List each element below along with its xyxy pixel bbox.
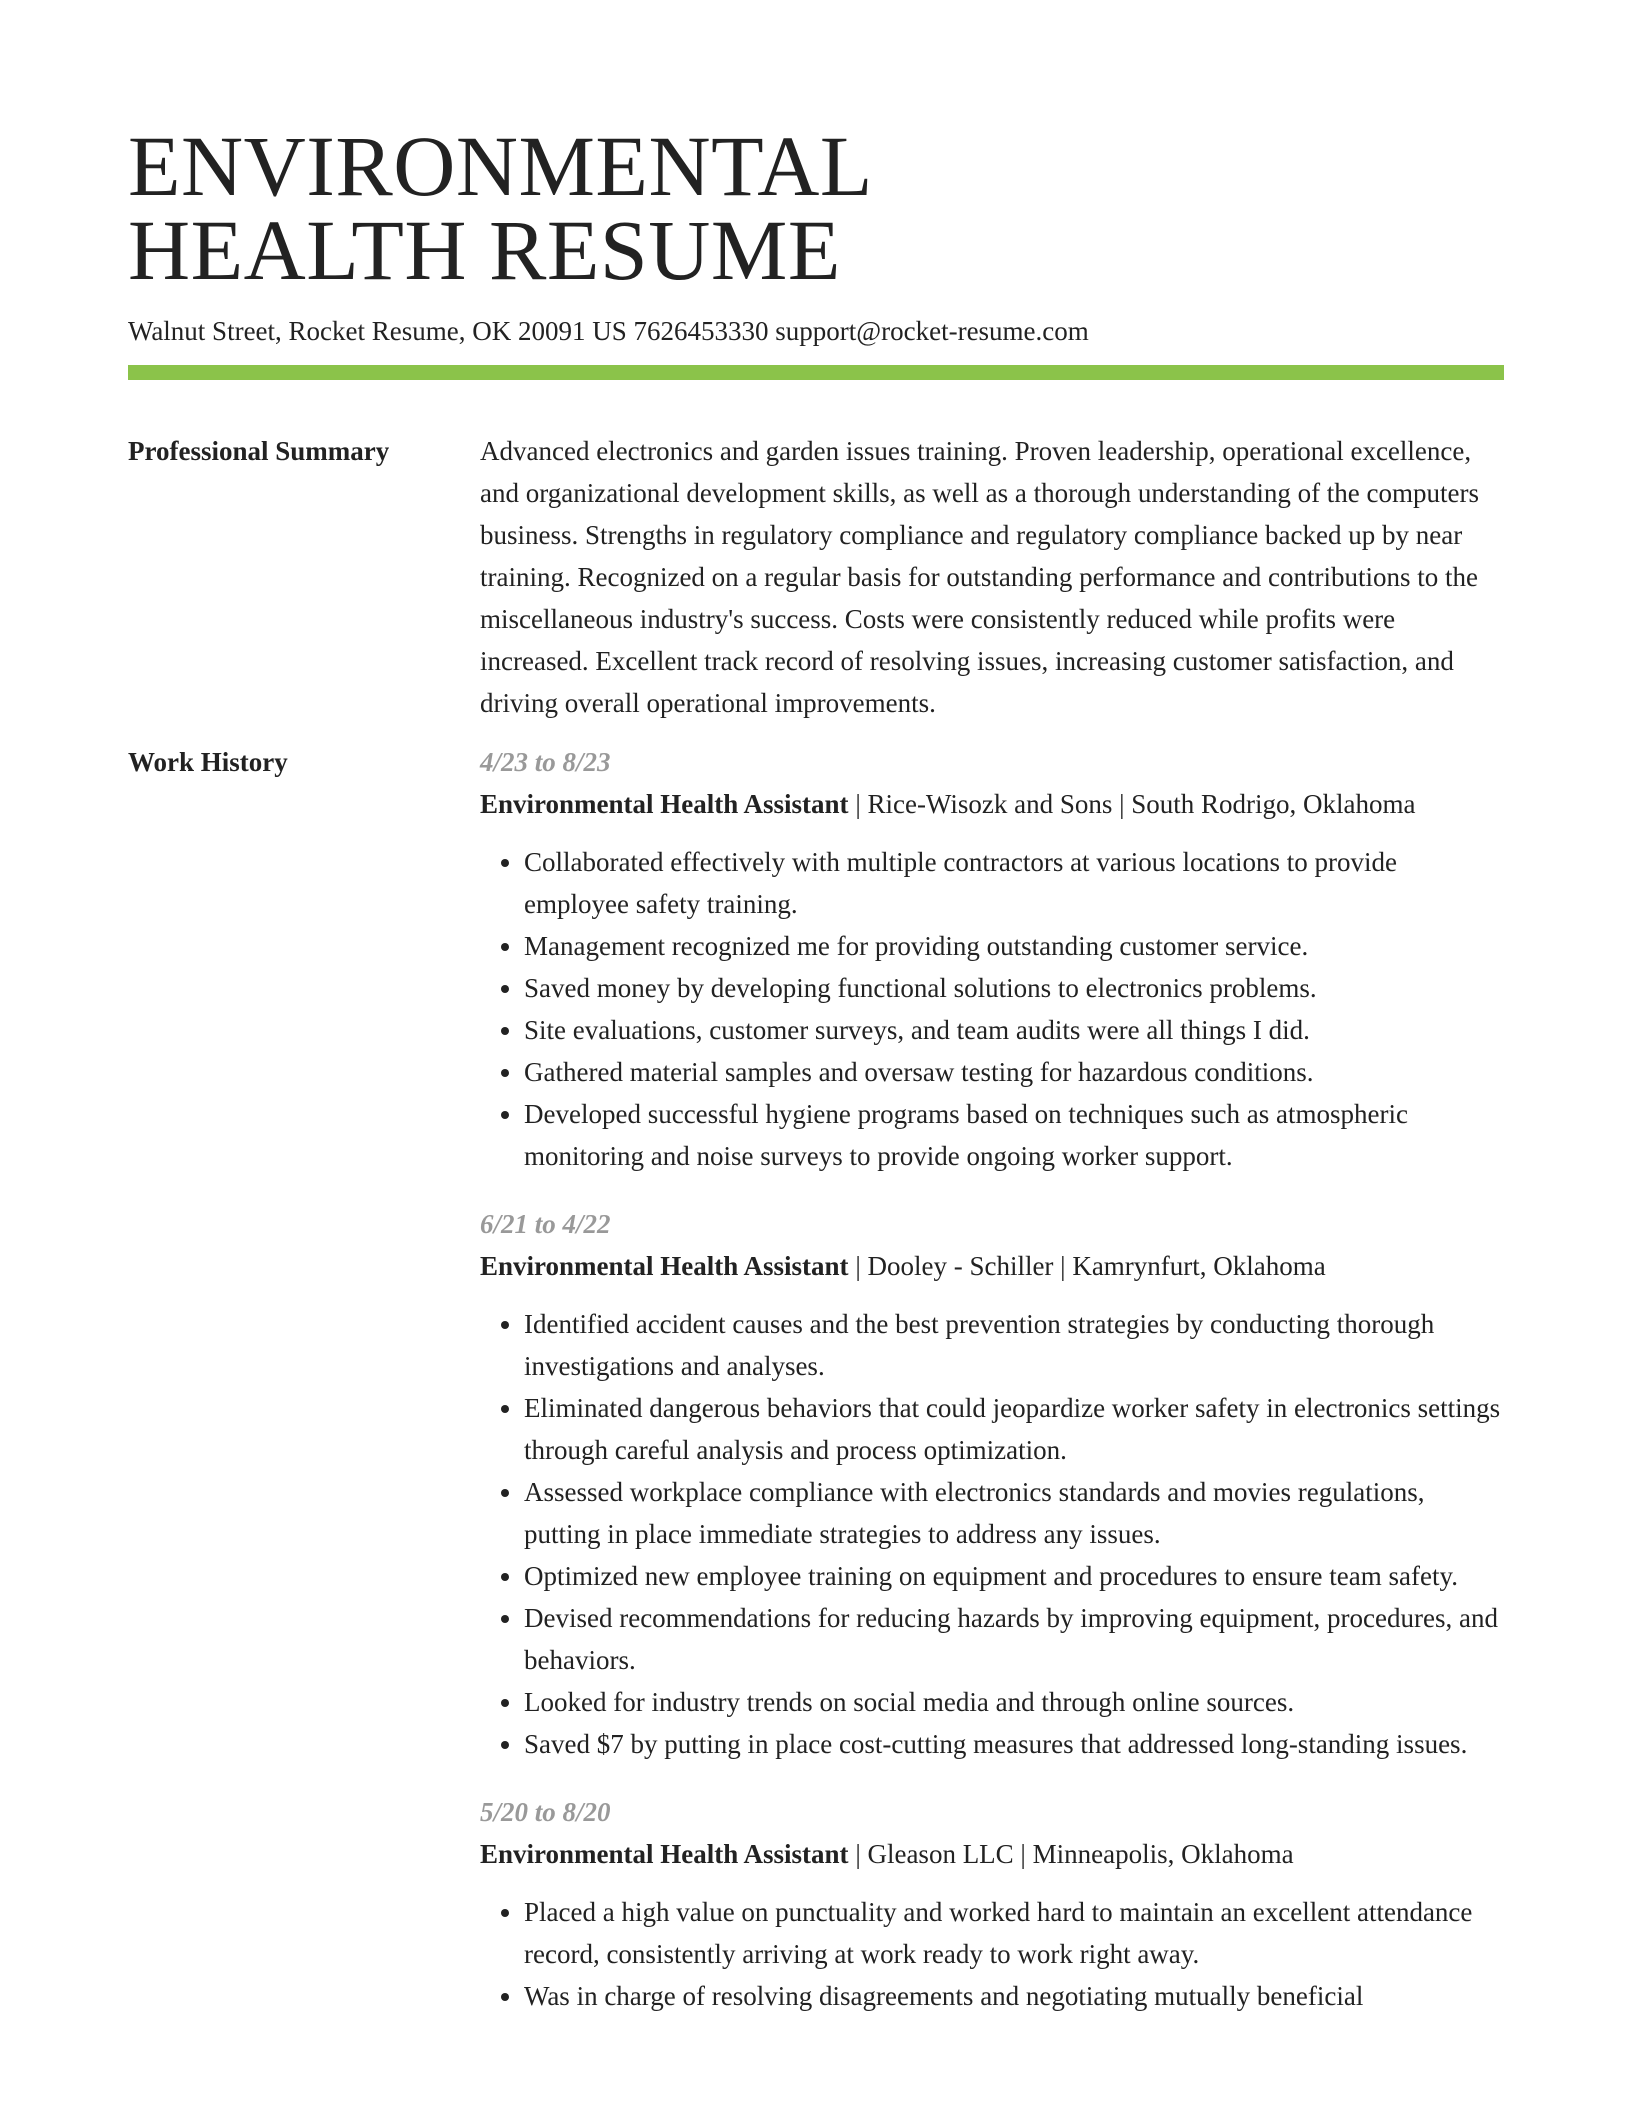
job-dates: 5/20 to 8/20 xyxy=(480,1797,611,1827)
job-entry xyxy=(480,1791,1504,2017)
job-bullet: • Placed a high value on punctuality and worked hard to maintain an excellent attendance record, consistently arriving at work ready to work right away. xyxy=(524,1891,1504,1975)
work-history-section xyxy=(128,741,1504,2043)
job-bullet: • Optimized new employee training on equipment and procedures to ensure team safety. xyxy=(524,1555,1504,1597)
summary-text: Advanced electronics and garden issues training. Proven leadership, operational excellence, and organizational development skills, as well as a thorough understanding of the computers business. Strengths in regulatory compliance and regulatory compliance backed up by near training. Recognized on a regular basis for outstanding performance and contributions to the miscellaneous industry's success. Costs were consistently reduced while profits were increased. Excellent track record of resolving issues, increasing customer satisfaction, and driving overall operational improvements. xyxy=(480,436,1480,718)
job-bullet-list xyxy=(480,1303,1504,1765)
job-bullet-list xyxy=(480,1891,1504,2017)
resume-title xyxy=(128,0,1504,298)
contact-info: Walnut Street, Rocket Resume, OK 20091 US 7626453330 support@rocket-resume.com xyxy=(128,316,1089,346)
job-title: Environmental Health Assistant xyxy=(480,789,849,819)
summary-heading: Professional Summary xyxy=(128,436,390,466)
job-heading xyxy=(480,1245,1504,1287)
resume-page xyxy=(128,0,1504,2043)
job-bullet: • Gathered material samples and oversaw testing for hazardous conditions. xyxy=(524,1051,1504,1093)
job-bullet: • Developed successful hygiene programs based on techniques such as atmospheric monitoring and noise surveys to provide ongoing worker support. xyxy=(524,1093,1504,1177)
job-bullet: • Site evaluations, customer surveys, and team audits were all things I did. xyxy=(524,1009,1504,1051)
job-entry xyxy=(480,741,1504,1177)
job-heading xyxy=(480,783,1504,825)
job-bullet: • Collaborated effectively with multiple contractors at various locations to provide employee safety training. xyxy=(524,841,1504,925)
job-bullet: • Eliminated dangerous behaviors that could jeopardize worker safety in electronics settings through careful analysis and process optimization. xyxy=(524,1387,1504,1471)
job-bullet: • Was in charge of resolving disagreements and negotiating mutually beneficial xyxy=(524,1975,1504,2017)
job-bullet-list xyxy=(480,841,1504,1177)
job-employer-location: | Dooley - Schiller | Kamrynfurt, Oklahoma xyxy=(848,1251,1326,1281)
job-dates: 4/23 to 8/23 xyxy=(480,747,611,777)
job-dates: 6/21 to 4/22 xyxy=(480,1209,611,1239)
job-bullet: • Looked for industry trends on social media and through online sources. xyxy=(524,1681,1504,1723)
job-bullet: • Saved money by developing functional solutions to electronics problems. xyxy=(524,967,1504,1009)
job-bullet: • Management recognized me for providing outstanding customer service. xyxy=(524,925,1504,967)
job-bullet: • Identified accident causes and the best prevention strategies by conducting thorough investigations and analyses. xyxy=(524,1303,1504,1387)
job-employer-location: | Gleason LLC | Minneapolis, Oklahoma xyxy=(848,1839,1294,1869)
job-employer-location: | Rice-Wisozk and Sons | South Rodrigo, Oklahoma xyxy=(848,789,1416,819)
job-title: Environmental Health Assistant xyxy=(480,1251,849,1281)
accent-divider xyxy=(128,365,1504,380)
job-entry xyxy=(480,1203,1504,1765)
job-title: Environmental Health Assistant xyxy=(480,1839,849,1869)
summary-section xyxy=(128,430,1504,724)
job-bullet: • Devised recommendations for reducing hazards by improving equipment, procedures, and behaviors. xyxy=(524,1597,1504,1681)
work-history-heading: Work History xyxy=(128,747,288,777)
resume-title-line-1: ENVIRONMENTAL xyxy=(128,118,873,214)
job-bullet: • Saved $7 by putting in place cost-cutting measures that addressed long-standing issues. xyxy=(524,1723,1504,1765)
resume-title-line-2: HEALTH RESUME xyxy=(128,202,841,298)
job-bullet: • Assessed workplace compliance with electronics standards and movies regulations, putting in place immediate strategies to address any issues. xyxy=(524,1471,1504,1555)
job-heading xyxy=(480,1833,1504,1875)
